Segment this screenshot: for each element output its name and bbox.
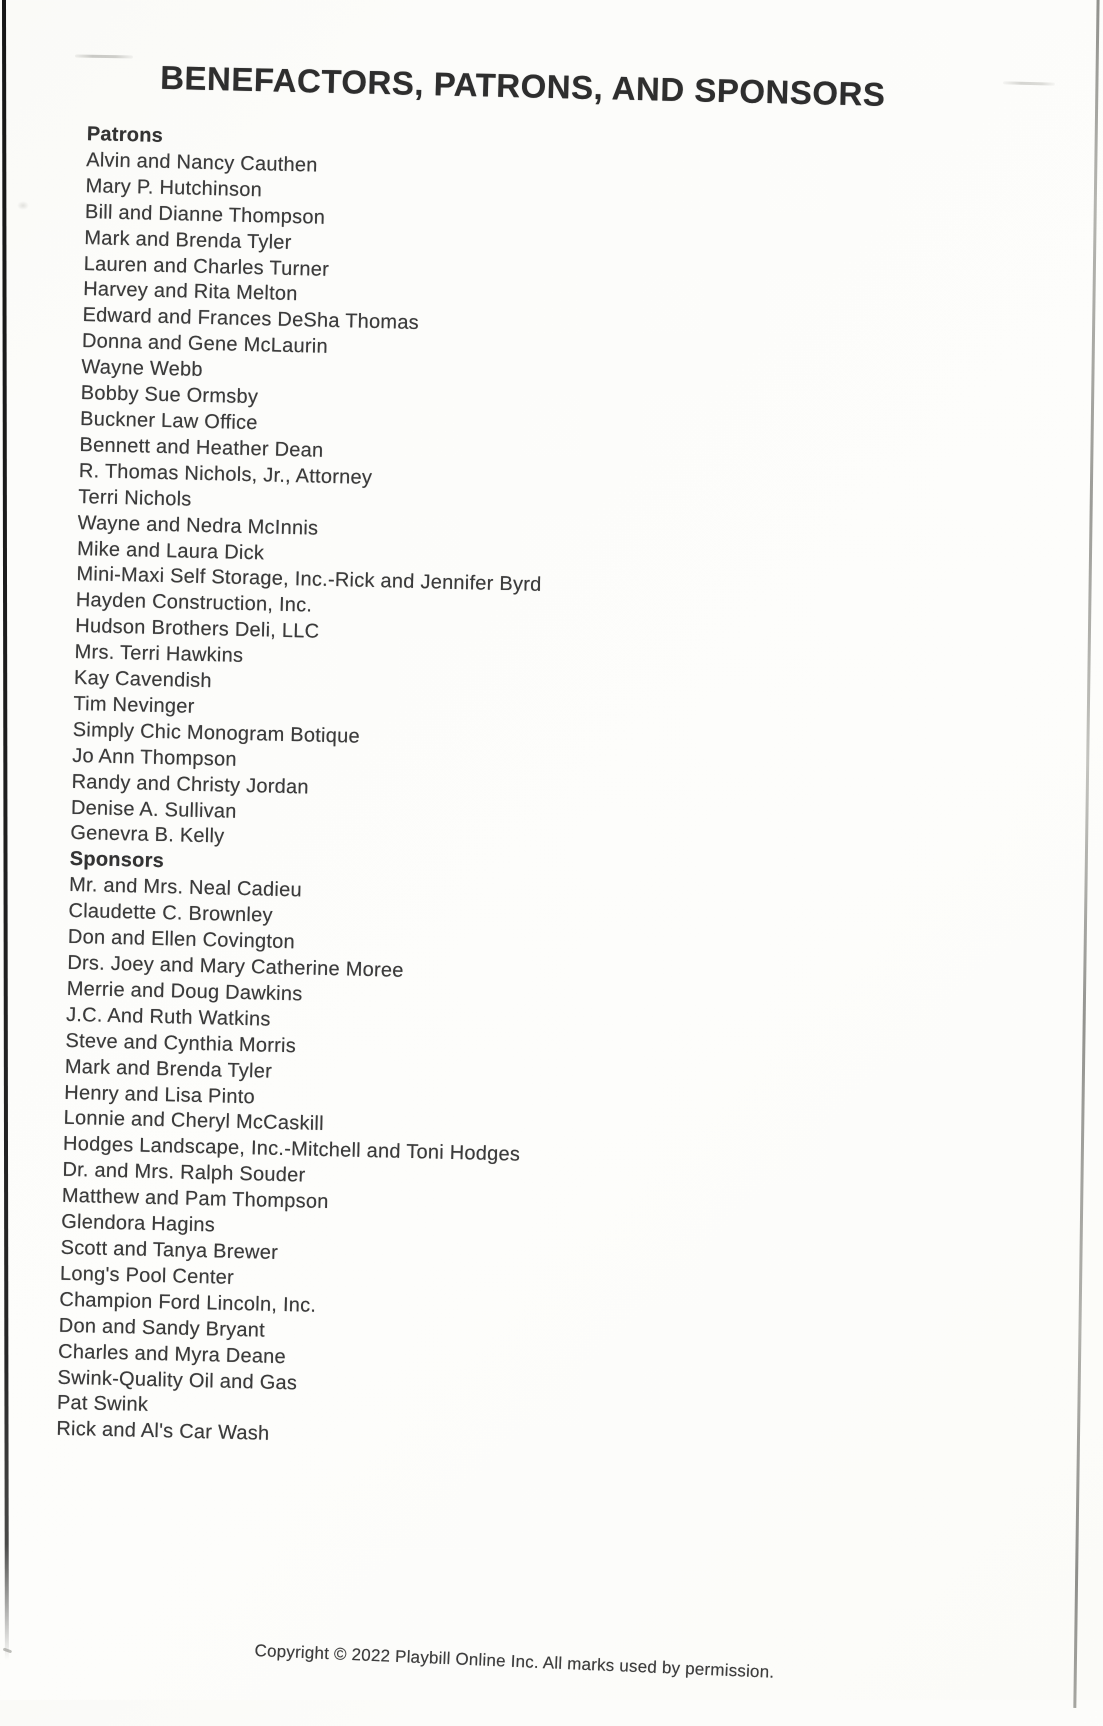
donor-entry: Terri Nichols xyxy=(78,485,192,511)
donor-entry: Wayne Webb xyxy=(81,356,204,382)
donor-entry: Champion Ford Lincoln, Inc. xyxy=(59,1288,317,1317)
donor-entry: J.C. And Ruth Watkins xyxy=(65,1003,271,1031)
donor-entry: Donna and Gene McLaurin xyxy=(81,330,329,359)
donor-entry: Claudette C. Brownley xyxy=(68,900,273,927)
donor-entry: Steve and Cynthia Morris xyxy=(65,1029,297,1057)
donor-entry: Alvin and Nancy Cauthen xyxy=(85,148,318,177)
donor-entry: Harvey and Rita Melton xyxy=(82,278,298,306)
donor-entry: Mr. and Mrs. Neal Cadieu xyxy=(68,874,303,902)
donor-entry: Pat Swink xyxy=(56,1392,149,1417)
donor-entry: Wayne and Nedra McInnis xyxy=(77,511,319,540)
copyright-footer: Copyright © 2022 Playbill Online Inc. All marks used by permission. xyxy=(254,1641,775,1682)
page-title: BENEFACTORS, PATRONS, AND SPONSORS xyxy=(159,58,886,113)
donor-entry: Mrs. Terri Hawkins xyxy=(74,641,244,668)
donor-entry: Scott and Tanya Brewer xyxy=(60,1236,279,1264)
donor-entry: Simply Chic Monogram Botique xyxy=(72,718,361,748)
donor-entry: Randy and Christy Jordan xyxy=(71,770,310,799)
donor-entry: Hayden Construction, Inc. xyxy=(75,589,313,617)
donor-entry: R. Thomas Nichols, Jr., Attorney xyxy=(78,459,373,489)
donor-entry: Edward and Frances DeSha Thomas xyxy=(82,304,420,335)
donor-entry: Jo Ann Thompson xyxy=(71,744,238,771)
donor-entry: Don and Ellen Covington xyxy=(67,925,296,954)
donor-entry: Rick and Al's Car Wash xyxy=(56,1418,270,1446)
donor-entry: Henry and Lisa Pinto xyxy=(64,1081,256,1108)
donor-entry: Lonnie and Cheryl McCaskill xyxy=(63,1107,325,1136)
donor-entry: Bobby Sue Ormsby xyxy=(80,382,259,409)
donor-entry: Mike and Laura Dick xyxy=(76,537,265,564)
donor-entry: Bill and Dianne Thompson xyxy=(84,200,326,229)
donor-entry: Glendora Hagins xyxy=(60,1210,216,1237)
donor-entry: Denise A. Sullivan xyxy=(70,796,237,823)
donor-entry: Mark and Brenda Tyler xyxy=(64,1055,273,1083)
donor-entry: Genevra B. Kelly xyxy=(70,822,225,848)
donor-entry: Kay Cavendish xyxy=(73,666,213,693)
section-heading: Patrons xyxy=(86,123,164,147)
donor-entry: Buckner Law Office xyxy=(79,407,258,435)
donor-entry: Long's Pool Center xyxy=(59,1262,235,1289)
donor-entry: Dr. and Mrs. Ralph Souder xyxy=(62,1159,306,1187)
section-heading: Sponsors xyxy=(69,848,165,873)
donor-entry: Hodges Landscape, Inc.-Mitchell and Toni Hodges xyxy=(62,1133,521,1166)
donor-entry: Tim Nevinger xyxy=(73,692,195,718)
donor-entry: Mini-Maxi Self Storage, Inc.-Rick and Jennifer Byrd xyxy=(76,563,542,597)
donor-entry: Lauren and Charles Turner xyxy=(83,252,330,281)
donor-list xyxy=(56,122,787,1459)
donor-entry: Merrie and Doug Dawkins xyxy=(66,977,303,1006)
donor-entry: Bennett and Heather Dean xyxy=(79,433,324,462)
donor-entry: Mary P. Hutchinson xyxy=(85,174,263,202)
donor-entry: Hudson Brothers Deli, LLC xyxy=(75,615,320,643)
donor-entry: Drs. Joey and Mary Catherine Moree xyxy=(67,951,404,982)
donor-entry: Matthew and Pam Thompson xyxy=(61,1184,329,1214)
donor-entry: Mark and Brenda Tyler xyxy=(84,226,292,254)
donor-entry: Charles and Myra Deane xyxy=(57,1340,287,1368)
donor-entry: Don and Sandy Bryant xyxy=(58,1314,266,1342)
donor-entry: Swink-Quality Oil and Gas xyxy=(57,1366,298,1394)
